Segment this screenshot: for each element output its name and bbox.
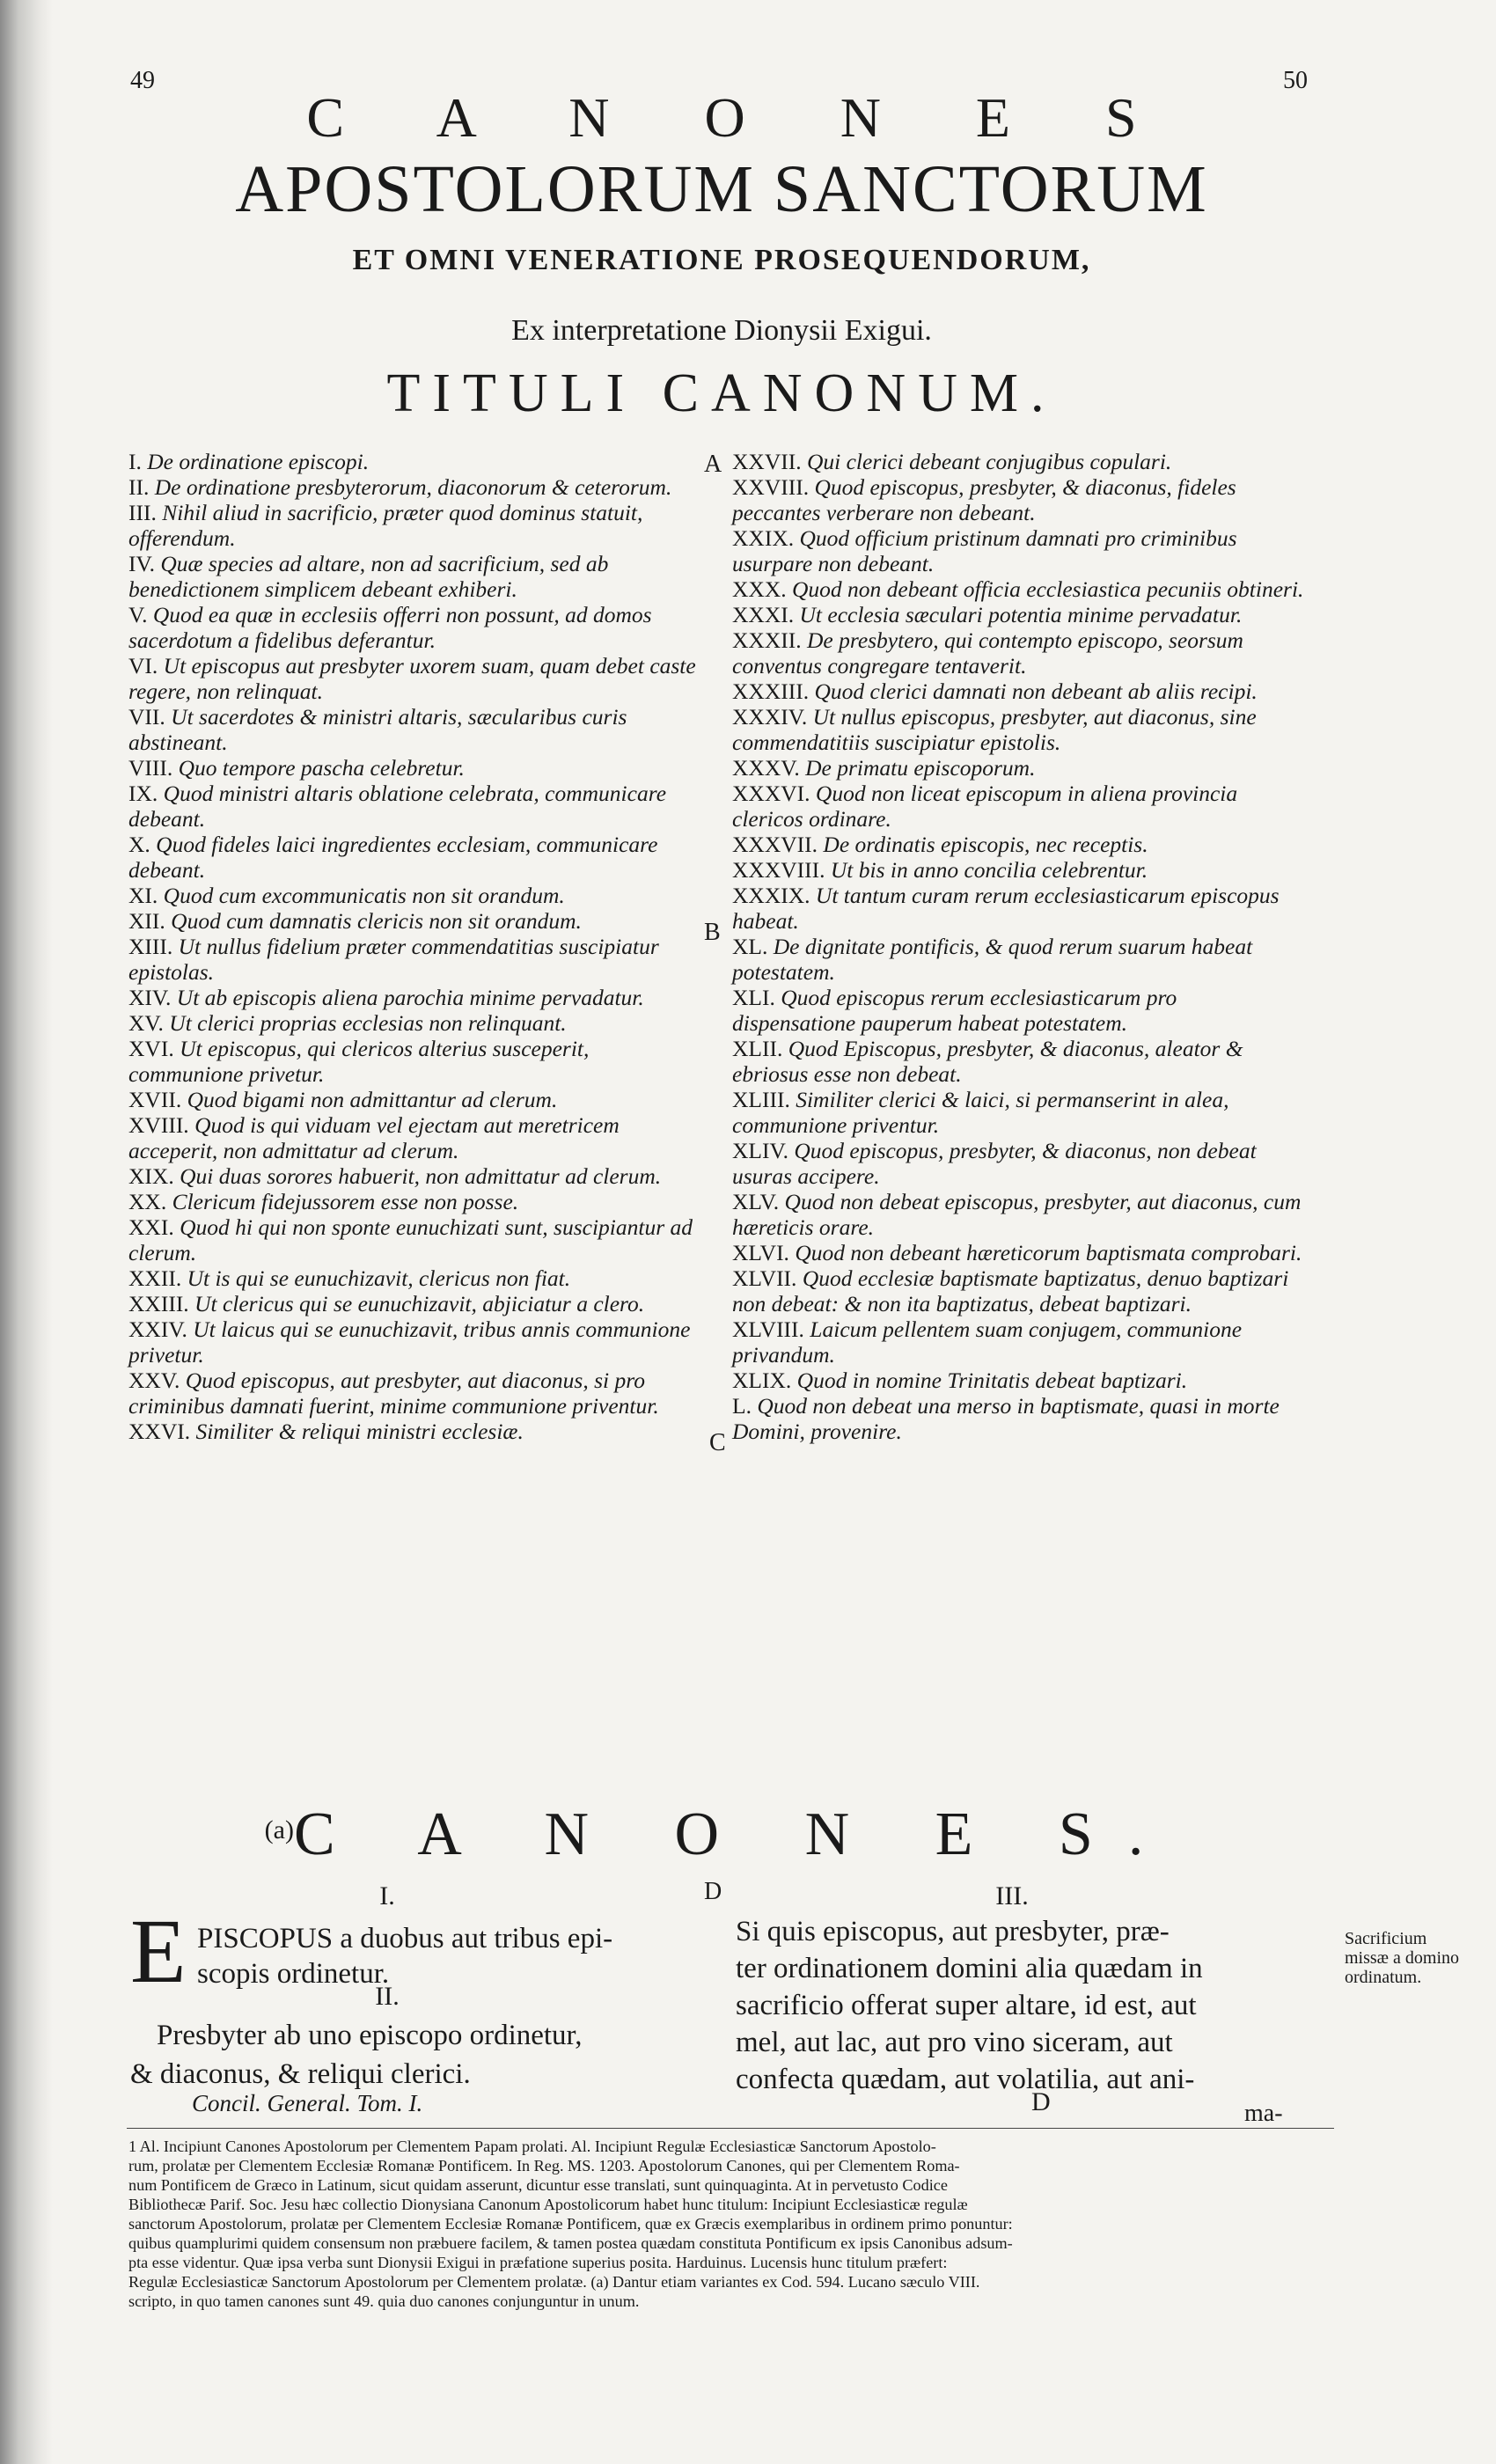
concil-text: Concil. General. Tom. I.	[192, 2090, 423, 2116]
margin-mark-c: C	[709, 1429, 726, 1456]
title-et-omni-veneratione: ET OMNI VENERATIONE PROSEQUENDORUM,	[352, 244, 1091, 276]
titulus-text: Qui duas sorores habuerit, non admittatur ad clerum.	[180, 1163, 662, 1189]
footnote-line: scripto, in quo tamen canones sunt 49. quia duo canones conjunguntur in unum.	[128, 2292, 640, 2310]
titulus-number: XXXVIII.	[732, 857, 825, 883]
titulus-item	[732, 857, 1304, 883]
titulus-text: Quod bigami non admittantur ad clerum.	[187, 1087, 558, 1112]
titulus-item	[128, 755, 700, 781]
titulus-number: XLI.	[732, 985, 775, 1010]
titulus-text: Ut tantum curam rerum ecclesiasticarum episcopus habeat.	[732, 883, 1280, 934]
titulus-number: IX.	[128, 781, 158, 806]
footnote-line: num Pontificem de Græco in Latinum, sicut quidam asserunt, dicuntur esse translati, sunt quinquaginta. At in pervetusto Codice	[128, 2176, 948, 2194]
titulus-item	[128, 832, 700, 883]
titulus-number: XII.	[128, 908, 165, 934]
titulus-text: Quod clerici damnati non debeant ab aliis recipi.	[814, 678, 1258, 704]
footnote-line: rum, prolatæ per Clementem Ecclesiæ Romanæ Pontificem. In Reg. MS. 1203. Apostolorum Canones, qui per Clementem Roma-	[128, 2157, 960, 2174]
titulus-item	[732, 576, 1304, 602]
titulus-item	[128, 1112, 700, 1163]
titulus-text: De ordinatis episcopis, nec receptis.	[823, 832, 1148, 857]
titulus-item	[732, 781, 1304, 832]
canones-heading	[123, 1795, 1320, 1870]
titulus-number: XXV.	[128, 1368, 180, 1393]
titulus-number: XXXV.	[732, 755, 800, 781]
titulus-number: XVIII.	[128, 1112, 189, 1138]
titulus-number: XLIV.	[732, 1138, 788, 1163]
titulus-text: Laicum pellentem suam conjugem, communione privandum.	[732, 1316, 1243, 1368]
page-number-right: 50	[1283, 67, 1308, 94]
titulus-item	[732, 1265, 1304, 1316]
titulus-number: XLIX.	[732, 1368, 792, 1393]
titulus-item	[732, 985, 1304, 1036]
titulus-item	[732, 832, 1304, 857]
titulus-item	[128, 1163, 700, 1189]
titulus-text: Quod non liceat episcopum in aliena provincia clericos ordinare.	[732, 781, 1238, 832]
titulus-item	[732, 1138, 1304, 1189]
titulus-text: Quod hi qui non sponte eunuchizati sunt, suscipiantur ad clerum.	[128, 1214, 693, 1265]
titulus-text: Quod ministri altaris oblatione celebrata, communicare debeant.	[128, 781, 667, 832]
titulus-item	[128, 908, 700, 934]
titulus-text: Ut ab episcopis aliena parochia minime pervadatur.	[176, 985, 644, 1010]
titulus-number: VII.	[128, 704, 165, 730]
title-apostolorum-sanctorum: APOSTOLORUM SANCTORUM	[235, 152, 1208, 226]
tituli-list-right	[732, 449, 1304, 1444]
titulus-item	[732, 883, 1304, 934]
canon-i-line-2: scopis ordinetur.	[197, 1958, 390, 1990]
titulus-text: Ut sacerdotes & ministri altaris, sæcularibus curis abstineant.	[128, 704, 627, 755]
titulus-text: Quod in nomine Trinitatis debeat baptizari.	[796, 1368, 1188, 1393]
titulus-item	[732, 755, 1304, 781]
titulus-item	[732, 627, 1304, 678]
titulus-number: XXXI.	[732, 602, 795, 627]
canon-number-i: I.	[379, 1881, 395, 1910]
canon-iii-line: ter ordinationem domini alia quædam in	[736, 1953, 1203, 1984]
signature-concil-general	[192, 2089, 422, 2117]
catchword: ma-	[1244, 2100, 1283, 2127]
titulus-text: De ordinatione episcopi.	[147, 449, 370, 474]
titulus-text: Similiter & reliqui ministri ecclesiæ.	[195, 1419, 524, 1444]
titulus-text: Ut episcopus, qui clericos alterius susceperit, communione privetur.	[128, 1036, 590, 1087]
titulus-text: Quod officium pristinum damnati pro criminibus usurpare non debeant.	[732, 525, 1237, 576]
titulus-item	[128, 1316, 700, 1368]
tituli-list-left	[128, 449, 700, 1444]
titulus-item	[128, 653, 700, 704]
titulus-item	[128, 1036, 700, 1087]
margin-mark-d: D	[704, 1878, 722, 1905]
titulus-number: XLVI.	[732, 1240, 789, 1265]
titulus-number: III.	[128, 500, 157, 525]
footnote-line: 1 Al. Incipiunt Canones Apostolorum per Clementem Papam prolati. Al. Incipiunt Regulæ Ecclesiasticæ Sanctorum Apostolo-	[128, 2138, 936, 2155]
titulus-number: XL.	[732, 934, 768, 959]
canon-iii-line: sacrificio offerat super altare, id est, aut	[736, 1990, 1197, 2021]
titulus-number: XXXVII.	[732, 832, 818, 857]
titulus-item	[128, 474, 700, 500]
titulus-item	[732, 1393, 1304, 1444]
titulus-text: Quod non debeat una merso in baptismate, quasi in morte Domini, provenire.	[732, 1393, 1280, 1444]
titulus-item	[128, 1291, 700, 1316]
titulus-text: Ut nullus fidelium præter commendatitias suscipiatur epistolas.	[128, 934, 659, 985]
titulus-text: Quod cum damnatis clericis non sit orandum.	[171, 908, 582, 934]
titulus-number: XXIII.	[128, 1291, 189, 1316]
canon-number-iii: III.	[995, 1881, 1029, 1910]
margin-mark-a: A	[704, 451, 722, 478]
titulus-item	[128, 500, 700, 551]
titulus-text: Quod fideles laici ingredientes ecclesiam, communicare debeant.	[128, 832, 658, 883]
titulus-item	[732, 1368, 1304, 1393]
canon-iii-text	[736, 1913, 1334, 2098]
titulus-text: Similiter clerici & laici, si permanserint in alea, communione priventur.	[732, 1087, 1229, 1138]
titulus-item	[128, 985, 700, 1010]
titulus-item	[128, 934, 700, 985]
titulus-number: XXXIX.	[732, 883, 810, 908]
footnote-line: Regulæ Ecclesiasticæ Sanctorum Apostolorum per Clementem prolatæ. (a) Dantur etiam variantes ex Cod. 594. Lucano sæculo VIII.	[128, 2273, 980, 2291]
canon-ii-line-1: Presbyter ab uno episcopo ordinetur,	[157, 2020, 583, 2051]
titulus-text: Quod non debeant hæreticorum baptismata comprobari.	[795, 1240, 1302, 1265]
titulus-text: Ut clerici proprias ecclesias non relinquant.	[169, 1010, 567, 1036]
titulus-item	[732, 1240, 1304, 1265]
titulus-text: Ut episcopus aut presbyter uxorem suam, quam debet caste regere, non relinquat.	[128, 653, 696, 704]
titulus-item	[732, 1189, 1304, 1240]
titulus-number: XXVI.	[128, 1419, 191, 1444]
titulus-text: Qui clerici debeant conjugibus copulari.	[806, 449, 1172, 474]
canon-iii-line: Si quis episcopus, aut presbyter, præ-	[736, 1916, 1170, 1947]
drop-cap-e: E	[130, 1901, 187, 2002]
titulus-number: V.	[128, 602, 148, 627]
titulus-number: IV.	[128, 551, 155, 576]
titulus-text: Quo tempore pascha celebretur.	[178, 755, 465, 781]
titulus-item	[128, 551, 700, 602]
titulus-number: I.	[128, 449, 142, 474]
titulus-item	[128, 1189, 700, 1214]
title-canones: C A N O N E S	[306, 86, 1177, 149]
titulus-item	[732, 525, 1304, 576]
titulus-text: De ordinatione presbyterorum, diaconorum & ceterorum.	[154, 474, 672, 500]
canon-number-ii: II.	[375, 1982, 400, 2011]
titulus-number: XXXVI.	[732, 781, 810, 806]
titulus-text: Quod cum excommunicatis non sit orandum.	[163, 883, 565, 908]
titulus-number: L.	[732, 1393, 752, 1419]
titulus-number: XLVIII.	[732, 1316, 804, 1342]
titulus-text: Quod ecclesiæ baptismate baptizatus, denuo baptizari non debeat: & non ita baptizatus, debeat baptizari.	[732, 1265, 1289, 1316]
titulus-text: De dignitate pontificis, & quod rerum suarum habeat potestatem.	[732, 934, 1253, 985]
canon-iii-line: confecta quædam, aut volatilia, aut ani-	[736, 2064, 1195, 2095]
titulus-item	[732, 704, 1304, 755]
titulus-number: XLII.	[732, 1036, 783, 1061]
titulus-item	[732, 678, 1304, 704]
titulus-number: XVI.	[128, 1036, 174, 1061]
titulus-text: Quod non debeat episcopus, presbyter, aut diaconus, cum hæreticis orare.	[732, 1189, 1302, 1240]
titulus-item	[732, 1316, 1304, 1368]
titulus-text: Quod episcopus, presbyter, & diaconus, non debeat usuras accipere.	[732, 1138, 1257, 1189]
titulus-text: Quod is qui viduam vel ejectam aut meretricem acceperit, non admittatur ad clerum.	[128, 1112, 620, 1163]
titulus-item	[128, 1368, 700, 1419]
footnote-rule	[127, 2128, 1334, 2129]
titulus-text: Quod episcopus, aut presbyter, aut diaconus, si pro criminibus damnati fuerint, minime communione priventur.	[128, 1368, 659, 1419]
titulus-text: Quod episcopus, presbyter, & diaconus, fideles peccantes verberare non debeant.	[732, 474, 1236, 525]
titulus-text: Quod episcopus rerum ecclesiasticarum pro dispensatione pauperum habeat potestatem.	[732, 985, 1177, 1036]
titulus-item	[128, 1087, 700, 1112]
canon-i-line-1: PISCOPUS a duobus aut tribus epi-	[197, 1923, 613, 1954]
footnote-line: quibus quamplurimi quidem consensum non præbuere facilem, & tamen postea quædam constituta Pontificum ex ipsis Canonibus adsum-	[128, 2234, 1013, 2252]
titulus-number: XXXIV.	[732, 704, 808, 730]
titulus-item	[732, 602, 1304, 627]
margin-mark-b: B	[704, 919, 721, 946]
titulus-item	[128, 449, 700, 474]
canon-ii-line-2: & diaconus, & reliqui clerici.	[130, 2058, 471, 2090]
title-tituli-canonum: TITULI CANONUM.	[386, 363, 1057, 423]
titulus-item	[128, 1214, 700, 1265]
titulus-text: Ut nullus episcopus, presbyter, aut diaconus, sine commendatitiis suscipiatur epistolis.	[732, 704, 1257, 755]
titulus-item	[128, 883, 700, 908]
titulus-text: Clericum fidejussorem esse non posse.	[172, 1189, 519, 1214]
titulus-item	[128, 1010, 700, 1036]
titulus-item	[128, 1265, 700, 1291]
titulus-text: De presbytero, qui contempto episcopo, seorsum conventus congregare tentaverit.	[732, 627, 1243, 678]
titulus-number: XLV.	[732, 1189, 780, 1214]
titulus-text: Quod ea quæ in ecclesiis offerri non possunt, ad domos sacerdotum a fidelibus deferantur.	[128, 602, 652, 653]
titulus-item	[732, 449, 1304, 474]
titulus-item	[128, 704, 700, 755]
titulus-number: XXVIII.	[732, 474, 810, 500]
titulus-number: XXXIII.	[732, 678, 810, 704]
titulus-item	[732, 934, 1304, 985]
titulus-text: Quæ species ad altare, non ad sacrificium, sed ab benedictionem simplicem debeant exhiberi.	[128, 551, 609, 602]
titulus-number: XIII.	[128, 934, 173, 959]
titulus-text: Ut laicus qui se eunuchizavit, tribus annis communione privetur.	[128, 1316, 691, 1368]
canon-iii-line: mel, aut lac, aut pro vino siceram, aut	[736, 2027, 1173, 2058]
titulus-item	[128, 1419, 700, 1444]
titulus-item	[128, 781, 700, 832]
signature-mark-d: D	[1031, 2087, 1051, 2116]
footnote-line: pta esse videntur. Quæ ipsa verba sunt Dionysii Exigui in præfatione superius posita. Harduinus. Lucensis hunc titulum præfert:	[128, 2254, 948, 2271]
titulus-number: XXIX.	[732, 525, 795, 551]
titulus-number: XXI.	[128, 1214, 174, 1240]
title-ex-interpretatione: Ex interpretatione Dionysii Exigui.	[511, 314, 932, 347]
titulus-number: VIII.	[128, 755, 173, 781]
titulus-number: II.	[128, 474, 150, 500]
titulus-number: XXX.	[732, 576, 787, 602]
titulus-item	[732, 1087, 1304, 1138]
titulus-number: XXVII.	[732, 449, 802, 474]
titulus-number: XIV.	[128, 985, 172, 1010]
footnote-block	[128, 2137, 1336, 2311]
titulus-text: Quod Episcopus, presbyter, & diaconus, aleator & ebriosus esse non debeat.	[732, 1036, 1243, 1087]
canones-heading-text: C A N O N E S.	[293, 1800, 1179, 1868]
footnote-line: Bibliothecæ Parif. Soc. Jesu hæc collectio Dionysiana Canonum Apostolicorum habet hunc titulum: Incipiunt Ecclesiasticæ regulæ	[128, 2196, 968, 2213]
titulus-text: Ut clericus qui se eunuchizavit, abjiciatur a clero.	[194, 1291, 645, 1316]
titulus-text: Nihil aliud in sacrificio, præter quod dominus statuit, offerendum.	[128, 500, 643, 551]
titulus-text: De primatu episcoporum.	[805, 755, 1036, 781]
footnote-ref-a: (a)	[264, 1815, 294, 1844]
titulus-number: XXIV.	[128, 1316, 187, 1342]
titulus-number: VI.	[128, 653, 158, 678]
titulus-number: XVII.	[128, 1087, 182, 1112]
footnote-line: sanctorum Apostolorum, prolatæ per Clementem Ecclesiæ Romanæ Pontificem, quæ ex Græcis exemplaribus in ordinem primo ponuntur:	[128, 2215, 1013, 2233]
titulus-text: Quod non debeant officia ecclesiastica pecuniis obtineri.	[792, 576, 1304, 602]
side-note-sacrificium: Sacrificium missæ a domino ordinatum.	[1345, 1929, 1460, 1987]
titulus-number: X.	[128, 832, 150, 857]
titulus-text: Ut is qui se eunuchizavit, clericus non fiat.	[187, 1265, 571, 1291]
titulus-item	[128, 602, 700, 653]
titulus-number: XLIII.	[732, 1087, 790, 1112]
page-number-left: 49	[130, 67, 155, 94]
titulus-item	[732, 474, 1304, 525]
titulus-text: Ut ecclesia sæculari potentia minime pervadatur.	[799, 602, 1243, 627]
titulus-item	[732, 1036, 1304, 1087]
titulus-text: Ut bis in anno concilia celebrentur.	[830, 857, 1148, 883]
titulus-number: XI.	[128, 883, 158, 908]
titulus-number: XLVII.	[732, 1265, 797, 1291]
titulus-number: XV.	[128, 1010, 164, 1036]
titulus-number: XIX.	[128, 1163, 174, 1189]
titulus-number: XX.	[128, 1189, 167, 1214]
titulus-number: XXII.	[128, 1265, 182, 1291]
titulus-number: XXXII.	[732, 627, 802, 653]
